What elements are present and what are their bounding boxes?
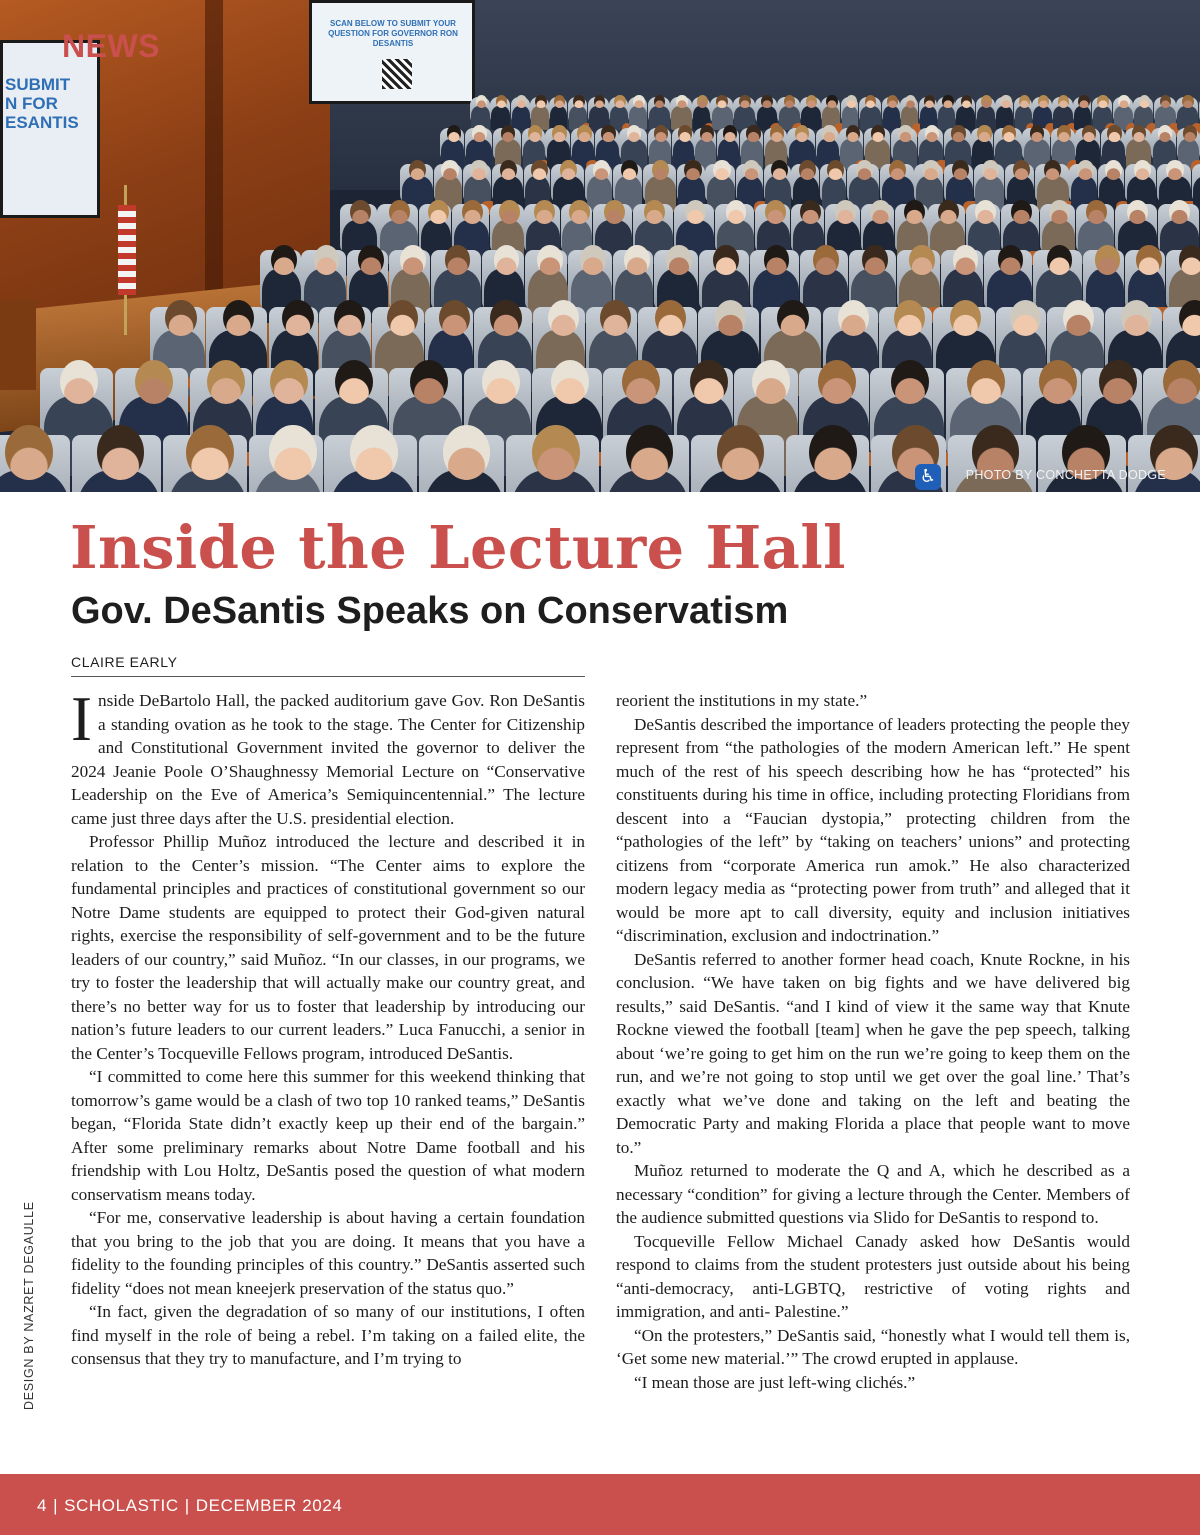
audience-head — [269, 425, 317, 480]
audience-head — [334, 300, 365, 336]
audience-head — [925, 125, 939, 142]
audience-head — [952, 160, 969, 180]
audience-head — [358, 245, 384, 275]
audience-head — [676, 95, 687, 108]
audience-head — [350, 425, 398, 480]
audience-head — [889, 160, 906, 180]
audience-head — [1166, 160, 1183, 180]
audience-head — [666, 245, 692, 275]
audience-head — [604, 200, 625, 224]
audience-head — [601, 125, 615, 142]
audience-head — [909, 245, 935, 275]
audience-head — [1182, 95, 1193, 108]
audience-head — [621, 160, 638, 180]
audience-head — [270, 360, 308, 404]
audience-member — [883, 106, 900, 130]
audience-head — [1002, 125, 1016, 142]
screen-left-text: SUBMIT N FOR ESANTIS — [5, 75, 79, 132]
audience-head — [1183, 125, 1197, 142]
dropcap: I — [71, 684, 92, 754]
audience-head — [761, 95, 772, 108]
article-title: Inside the Lecture Hall — [70, 513, 846, 582]
audience-head — [922, 160, 939, 180]
audience-head — [654, 125, 668, 142]
audience-head — [716, 95, 727, 108]
audience-head — [1118, 95, 1129, 108]
article-paragraph: “I mean those are just left-wing clichés.” — [634, 1372, 916, 1392]
audience-head — [799, 160, 816, 180]
audience-head — [443, 425, 491, 480]
photo-credit: PHOTO BY CONCHETTA DODGE — [965, 468, 1166, 482]
audience-head — [472, 125, 486, 142]
audience-head — [410, 360, 448, 404]
audience-head — [764, 245, 790, 275]
audience-head — [856, 160, 873, 180]
audience-head — [894, 300, 925, 336]
article-column-left — [71, 684, 585, 1371]
article-paragraph: reorient the institutions in my state.” — [616, 691, 868, 710]
footer-separator: | — [184, 1496, 190, 1515]
article-paragraph: “In fact, given the degradation of so many of our institutions, I often find myself in the role of being a rebel. I’m taking on a failed elite, the consensus that they try to manufacture, and I’m trying to — [71, 1302, 585, 1368]
audience-head — [777, 300, 808, 336]
audience-head — [953, 245, 979, 275]
audience-head — [593, 160, 610, 180]
audience-head — [314, 245, 340, 275]
article-byline: CLAIRE EARLY — [71, 654, 585, 677]
audience-head — [1127, 200, 1148, 224]
audience-head — [580, 245, 606, 275]
audience-head — [532, 425, 580, 480]
audience-head — [713, 245, 739, 275]
audience-head — [1163, 360, 1200, 404]
audience-head — [690, 360, 728, 404]
audience-head — [282, 300, 313, 336]
audience-head — [942, 95, 953, 108]
audience-head — [871, 125, 885, 142]
article-subtitle: Gov. DeSantis Speaks on Conservatism — [71, 590, 789, 632]
audience-head — [887, 95, 898, 108]
audience-head — [535, 95, 546, 108]
audience-head — [1099, 360, 1137, 404]
audience-head — [560, 160, 577, 180]
article-paragraph: Tocqueville Fellow Michael Canady asked how DeSantis would respond to claims from the student protesters just outside about his being “anti-democracy, anti-LGBTQ, restrictive of voting rights and immigration, and anti- Palestine.” — [616, 1231, 1130, 1321]
audience-head — [1044, 160, 1061, 180]
audience-head — [490, 300, 521, 336]
audience-head — [717, 425, 765, 480]
audience-head — [655, 300, 686, 336]
audience-head — [898, 125, 912, 142]
audience-head — [1013, 160, 1030, 180]
audience-head — [1169, 200, 1190, 224]
audience-head — [537, 245, 563, 275]
audience-head — [822, 125, 836, 142]
audience-head — [1136, 245, 1162, 275]
article-column-right — [616, 689, 1130, 1394]
audience-head — [1158, 125, 1172, 142]
audience-head — [685, 200, 706, 224]
audience-head — [813, 245, 839, 275]
audience-head — [862, 245, 888, 275]
audience-head — [633, 95, 644, 108]
audience-head — [967, 360, 1005, 404]
audience-head — [350, 200, 371, 224]
audience-head — [1132, 125, 1146, 142]
audience-head — [501, 125, 515, 142]
audience-head — [784, 95, 795, 108]
audience-head — [891, 360, 929, 404]
audience-head — [165, 300, 196, 336]
audience-head — [746, 125, 760, 142]
article-paragraph: “On the protesters,” DeSantis said, “honestly what I would tell them is, ‘Get some new material.’” The crowd erupted in applause. — [616, 1325, 1130, 1368]
audience-head — [1078, 95, 1089, 108]
audience-head — [1134, 160, 1151, 180]
audience-head — [1038, 95, 1049, 108]
audience-head — [552, 125, 566, 142]
audience-head — [770, 125, 784, 142]
audience-head — [476, 95, 487, 108]
audience-head — [826, 95, 837, 108]
audience-head — [951, 125, 965, 142]
article-paragraph: Muñoz returned to moderate the Q and A, which he described as a necessary “condition” for giving a lecture through the Center. Members of the audience submitted questions via Slido for DeSantis to respond to. — [616, 1161, 1130, 1227]
audience-head — [439, 300, 470, 336]
audience-head — [752, 360, 790, 404]
audience-head — [1179, 245, 1200, 275]
audience-head — [846, 125, 860, 142]
audience-head — [335, 360, 373, 404]
page-footer — [0, 1474, 1200, 1535]
audience-head — [186, 425, 234, 480]
audience-head — [1000, 95, 1011, 108]
page-number: 4 — [37, 1496, 48, 1515]
audience-head — [835, 200, 856, 224]
audience-head — [528, 125, 542, 142]
footer-folio — [37, 1496, 342, 1516]
audience-head — [1105, 160, 1122, 180]
audience-head — [1097, 95, 1108, 108]
audience-head — [409, 160, 426, 180]
audience-head — [1039, 360, 1077, 404]
audience-head — [389, 200, 410, 224]
section-label: NEWS — [62, 28, 160, 64]
audience-head — [809, 425, 857, 480]
publication-name: SCHOLASTIC — [64, 1496, 179, 1515]
audience-crowd — [0, 0, 1200, 492]
issue-date: DECEMBER 2024 — [195, 1496, 343, 1515]
audience-head — [400, 245, 426, 275]
design-credit: DESIGN BY NAZRET DEGAULLE — [22, 1201, 36, 1410]
audience-head — [445, 245, 471, 275]
audience-head — [271, 245, 297, 275]
audience-head — [713, 160, 730, 180]
audience-head — [1030, 125, 1044, 142]
audience-head — [626, 425, 674, 480]
audience-head — [904, 200, 925, 224]
audience-head — [1077, 160, 1094, 180]
audience-head — [795, 125, 809, 142]
audience-head — [1047, 245, 1073, 275]
audience-head — [846, 95, 857, 108]
audience-head — [1057, 125, 1071, 142]
audience-head — [573, 95, 584, 108]
audience-head — [678, 125, 692, 142]
audience-head — [387, 300, 418, 336]
audience-head — [977, 125, 991, 142]
audience-head — [470, 160, 487, 180]
audience-head — [614, 95, 625, 108]
audience-head — [1107, 125, 1121, 142]
audience-head — [548, 300, 579, 336]
article-paragraph: DeSantis described the importance of leaders protecting the people they represent from “the pathologies of the modern American left.” He spent much of the rest of his speech describing how he has “protected” his constituents during his time in office, including protecting Floridians from descent into a “Faucian dystopia,” protecting children from the “pathologies of the left” by “taking on teachers’ unions” and protecting citizens from “corporate America run amok.” He also characterized modern legacy media as “protecting power from truth” and alleged that it would be more apt to call diversity, equity and inclusion initiatives “discrimination, exclusion and indoctrination.” — [616, 714, 1130, 945]
audience-head — [447, 125, 461, 142]
audience-head — [441, 160, 458, 180]
article-paragraph: “For me, conservative leadership is about having a certain foundation that you bring to the job that you are doing. It means that you have a fidelity to the founding principles of this country.” DeSantis asserted such fidelity “does not mean kneejerk preservation of the status quo.” — [71, 1208, 585, 1298]
screen-right-text: SCAN BELOW TO SUBMIT YOUR QUESTION FOR GOVERNOR RON DESANTIS — [328, 19, 458, 48]
audience-head — [627, 125, 641, 142]
audience-head — [700, 125, 714, 142]
footer-separator: | — [53, 1496, 59, 1515]
audience-head — [1082, 125, 1096, 142]
audience-head — [739, 95, 750, 108]
audience-head — [531, 160, 548, 180]
audience-head — [684, 160, 701, 180]
article-paragraph: “I committed to come here this summer for this weekend thinking that tomorrow’s game would be a clash of two top 10 ranked teams,” DeSantis began, “Florida State didn’t exactly keep up their end of the bargain.” After some preliminary remarks about Notre Dame football and his friendship with Lou Holtz, DeSantis posed the question of what modern conservatism means today. — [71, 1067, 585, 1204]
audience-head — [723, 125, 737, 142]
audience-head — [624, 245, 650, 275]
header-photo — [0, 0, 1200, 492]
audience-member — [512, 106, 530, 130]
audience-head — [652, 160, 669, 180]
article-paragraph: DeSantis referred to another former head coach, Knute Rockne, in his conclusion. “We have taken on big fights and we have delivered big results,” said DeSantis. “and I kind of view it the same way that Knute Rockne viewed the football [team] when he gave the pep speech, talking about ‘we’re going to get him on the run we’re going to keep them on the run, and we’re not going to stop until we get over the goal line.’ That’s exactly what we’ve done and taking on the left and beating the Democratic Party and making Florida a place that people want to move to.” — [616, 949, 1130, 1157]
audience-head — [494, 245, 520, 275]
audience-head — [982, 160, 999, 180]
article-paragraph: Inside DeBartolo Hall, the packed auditorium gave Gov. Ron DeSantis a standing ovation as he took to the stage. The Center for Citizenship and Constitutional Government invited the governor to deliver the 2024 Jeanie Poole O’Shaughnessy Memorial Lecture on “Conservative Leadership on the Eve of America’s Semiquincentennial.” The lecture came just three days after the U.S. presidential election. — [71, 684, 585, 828]
audience-head — [594, 95, 605, 108]
audience-head — [765, 200, 786, 224]
audience-head — [97, 425, 145, 480]
audience-head — [577, 125, 591, 142]
audience-head — [1095, 245, 1121, 275]
wheelchair-icon: ♿ — [915, 464, 941, 490]
audience-head — [207, 360, 245, 404]
audience-head — [998, 245, 1024, 275]
article-paragraph: Professor Phillip Muñoz introduced the lecture and described it in relation to the Center’s mission. “The Center aims to explore the fundamental principles and practices of constitutional government so our Notre Dame students are equipped to protect their God-given natural rights, exercise the responsibility of self-government and to be the future leaders of our country,” said Muñoz. “In our classes, in our programs, we try to foster the leadership that will actually make our country great, and there’s no better way for us to foster that leadership by introducing our nation’s future leaders to our current leaders.” Luca Fanucchi, a senior in the Center’s Tocqueville Fellows program, introduced DeSantis. — [71, 832, 585, 1063]
audience-head — [5, 425, 53, 480]
